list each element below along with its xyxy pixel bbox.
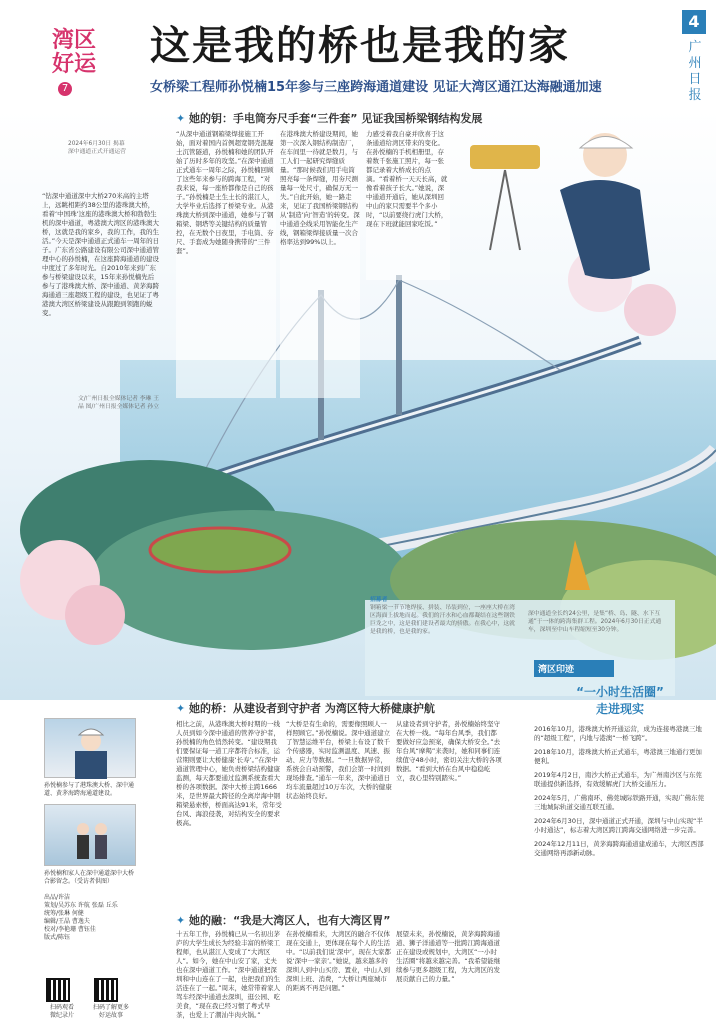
paper-logo: 广州日报 bbox=[688, 40, 702, 103]
photo-caption-2: 孙悦楠和家人在深中通道深中大桥合影留念。（受访者供图） bbox=[44, 870, 135, 885]
qr-caption-right: 扫码了解更多 好运故事 bbox=[92, 1004, 129, 1019]
sidebar-items bbox=[534, 725, 706, 858]
photo-family bbox=[44, 804, 136, 866]
sidebar-item: 2024年5月，广佛南环、佛莞城际铁路开通，实现广佛东莞三地城际轨道交通互联互通。 bbox=[534, 794, 705, 811]
section3-col2: 在孙悦楠看来，大湾区的融合不仅体现在交通上，更体现在每个人的生活中。“以前我们说‘深中’，现在大家都说‘深中一家亲’。”她说，越来越多的深圳人到中山买房、置业，中山人到深圳上班、消费，“大桥让两座城市的距离不再是问题。” bbox=[286, 930, 391, 992]
section-title-2-text: 她的桥：从建设者到守护者 为湾区特大桥健康护航 bbox=[189, 702, 435, 714]
sidebar-item: 2019年4月2日，南沙大桥正式通车，为广州南沙区与东莞联通提供新选择，有效缓解虎门大桥交通压力。 bbox=[534, 771, 702, 788]
column-logo bbox=[52, 28, 122, 118]
section1-col3: 力感受着我自豪并欣喜于这条通道给湾区带来的变化。在孙悦楠的手机相册里，存着数千张施工照片，每一张都记录着大桥成长的点滴。“看着桥一天天长高，就像看着孩子长大。”她说，深中通道开通后，她从深圳回中山的家只需要半个多小时，“以前要绕行虎门大桥，现在下班就能回家吃饭。” bbox=[366, 130, 450, 280]
sidebar-title: “一小时生活圈” 走进现实 bbox=[576, 685, 664, 716]
section2-col1: 相比之前，从港珠澳大桥时期的一线人员到如今深中通道的管养守护者，孙悦楠的角色悄然转变。“建设期我们要保证每一道工序都符合标准，运营期则要让大桥健康‘长寿’。”在深中通道管理中心，她负责桥梁结构健康监测，每天都要通过监测系统查看大桥的各项数据。深中大桥主跨1666米，是世界最大跨径的全离岸海中钢箱梁悬索桥，桥面高达91米，常年受台风、海浪侵袭，对结构安全的要求极高。 bbox=[176, 720, 282, 827]
photo-caption-1: 孙悦楠参与了港珠澳大桥、深中通道、黄茅海跨海通道建设。 bbox=[44, 782, 135, 797]
column-title: 湾区好运 bbox=[52, 27, 97, 77]
quote-tag: 招募者 bbox=[370, 597, 388, 603]
section-title-1: ✦ 她的钥：手电筒夯尺手套“三件套” 见证我国桥梁钢结构发展 bbox=[176, 112, 483, 124]
section-title-1-text: 她的钥：手电筒夯尺手套“三件套” 见证我国桥梁钢结构发展 bbox=[189, 112, 483, 124]
section-title-3-text: 她的融：“我是大湾区人，也有大湾区胃” bbox=[189, 914, 391, 926]
section2-col2: “大桥是有生命的，需要像照顾人一样照顾它。”孙悦楠说。深中通道建立了智慧运维平台，桥梁上布设了数千个传感器，实时监测温度、风速、振动、应力等数据。“一旦数据异常，系统会自动预警，我们会第一时间到现场排查。”通车一年来，深中通道日均车流量超过10万车次，大桥的健康状态始终良好。 bbox=[286, 720, 392, 800]
section1-col1: “从深中通道钢箱梁焊接施工开始，面对着国内首例超宽钢壳混凝土沉管隧道，孙悦楠和她的团队开始了历时多年的攻坚。”在深中通道正式通车一周年之际，孙悦楠回顾了这些年来参与的跨海工程，“对我来说，每一座桥都像是自己的孩子。”孙悦楠是土生土长的湛江人，大学毕业后选择了桥梁专业。从港珠澳大桥到深中通道，她参与了钢箱梁、钢塔等关键结构的质量管控，在无数个日夜里，手电筒、夯尺、手套成为她随身携带的“三件套”。 bbox=[176, 130, 276, 398]
column-number: 7 bbox=[58, 82, 72, 96]
section1-col2: 在港珠澳大桥建设期间，她第一次深入钢结构制造厂，在车间里一待就是数月，与工人们一起研究焊缝质量。“那时候我们用手电筒照亮每一条焊缝，用夯尺测量每一处尺寸，确保万无一失。”自此开始，她一路走来，见证了我国桥梁钢结构从‘制造’向‘智造’的转变。深中通道全线采用智能化生产线，钢箱梁焊接质量一次合格率达到99%以上。 bbox=[280, 130, 360, 398]
quote-box-left bbox=[370, 596, 520, 676]
qr-code-left[interactable] bbox=[46, 978, 70, 1002]
qr-code-right[interactable] bbox=[94, 978, 118, 1002]
headline-block bbox=[150, 22, 670, 97]
intro-text: “钻深中通道深中大桥270米高的主塔上，远眺相距约38公里的港珠澳大桥，看着‘中国珠’这座的港珠澳大桥和勃勃生机的深中通道，粤港澳大湾区的港珠澳大桥，这就是我的家乡，我的工作，我的生活。”今天是深中通道正式通车一周年的日子。广东省公路建设有限公司深中通道管理中心的孙悦楠，在这座跨海通道的建设中度过了多年时光。自2010年来到广东参与桥梁建设以来，15年来孙悦楠先后参与了港珠澳大桥、深中通道、黄茅海跨海通道三座超级工程的建设，也见证了粤港澳大湾区桥梁建设从跟跑到领跑的蜕变。 bbox=[42, 192, 160, 317]
section-title-3: ✦ 她的融：“我是大湾区人，也有大湾区胃” bbox=[176, 914, 391, 926]
photo-family-art bbox=[45, 805, 137, 867]
qr-caption-left: 扫码观看 微纪录片 bbox=[49, 1004, 74, 1019]
sidebar-tag: 湾区印迹 bbox=[534, 660, 614, 677]
sidebar-timeline bbox=[534, 660, 706, 1022]
section-title-2: ✦ 她的桥：从建设者到守护者 为湾区特大桥健康护航 bbox=[176, 702, 435, 714]
section2-col3: 从建设者到守护者，孙悦楠始终坚守在大桥一线。“每年台风季，我们都要做好应急预案，确保大桥安全。”去年台风“摩羯”来袭时，她和同事们连续值守48小时，密切关注大桥的各项数据。“看到大桥在台风中稳稳屹立，我心里特别踏实。” bbox=[396, 720, 502, 782]
subheadline: 女桥梁工程师孙悦楠15年参与三座跨海通道建设 见证大湾区通江达海融通加速 bbox=[150, 80, 602, 95]
sidebar-item: 2016年10月，港珠澳大桥开通运营，成为连接粤港澳三地的“超级工程”，内地与港澳“一桥飞跨”。 bbox=[534, 725, 702, 742]
photo-engineer-art bbox=[45, 719, 137, 779]
section3-col3: 展望未来，孙悦楠说，黄茅海跨海通道、狮子洋通道等一批跨江跨海通道正在建设或规划中，大湾区“一小时生活圈”将越来越完善。“我希望能继续参与更多超级工程，为大湾区的发展贡献自己的力量。” bbox=[396, 930, 501, 983]
intro-credit: 文/广州日报全媒体记者 李琳 王晶 图/广州日报全媒体记者 孙立 bbox=[78, 396, 159, 410]
quote-text: 钢箱梁一节节地焊接、拼装、吊装到位，一座座大桥在湾区海面上拔地而起。我们的汗水和心血都凝结在这些钢铁巨龙之中，这是我们建设者最大的骄傲。在我心中，这就是我的桥，也是我的家。 bbox=[370, 605, 515, 635]
quote-box-right: 深中通道全长约24公里，是集“桥、岛、隧、水下互通”于一体的跨海集群工程。2024年6月30日正式通车，深圳至中山车程缩短至30分钟。 bbox=[528, 611, 662, 633]
photo-engineer bbox=[44, 718, 136, 778]
column-caption: 2024年6月30日 揭幕 深中通道正式开通运营 bbox=[68, 141, 126, 155]
page-number: 4 bbox=[682, 10, 706, 34]
sidebar-item: 2018年10月，港珠澳大桥正式通车，粤港澳三地通行更加便利。 bbox=[534, 748, 702, 765]
sidebar-item: 2024年6月30日，深中通道正式开通，深圳与中山实现“半小时通达”，标志着大湾区跨江跨海交通网络进一步完善。 bbox=[534, 817, 703, 834]
editor-credits: 出品/许洁 策划/吴苏东 许航 张磊 丘乐 统筹/张琳 何健 编辑/王晶 曹逸夫 校对/李艳珊 曹钰佳 版式/陈钰 bbox=[44, 894, 118, 941]
headline: 这是我的桥也是我的家 bbox=[150, 22, 570, 69]
sidebar-item: 2024年12月11日，黄茅海跨海通道建成通车，大湾区西部交通网络再添新动脉。 bbox=[534, 840, 704, 857]
section3-col1: 十五年工作，孙悦楠已从一名初出茅庐的大学生成长为经验丰富的桥梁工程师，也从湛江人变成了“大湾区人”。如今，她在中山安了家，丈夫也在深中通道工作。“深中通道把深圳和中山连在了一起，也把我们的生活连在了一起。”周末，她常带着家人驾车经深中通道去深圳，逛公园、吃美食，“现在我已经习惯了粤式早茶，也爱上了潮汕牛肉火锅。” bbox=[176, 930, 281, 1019]
